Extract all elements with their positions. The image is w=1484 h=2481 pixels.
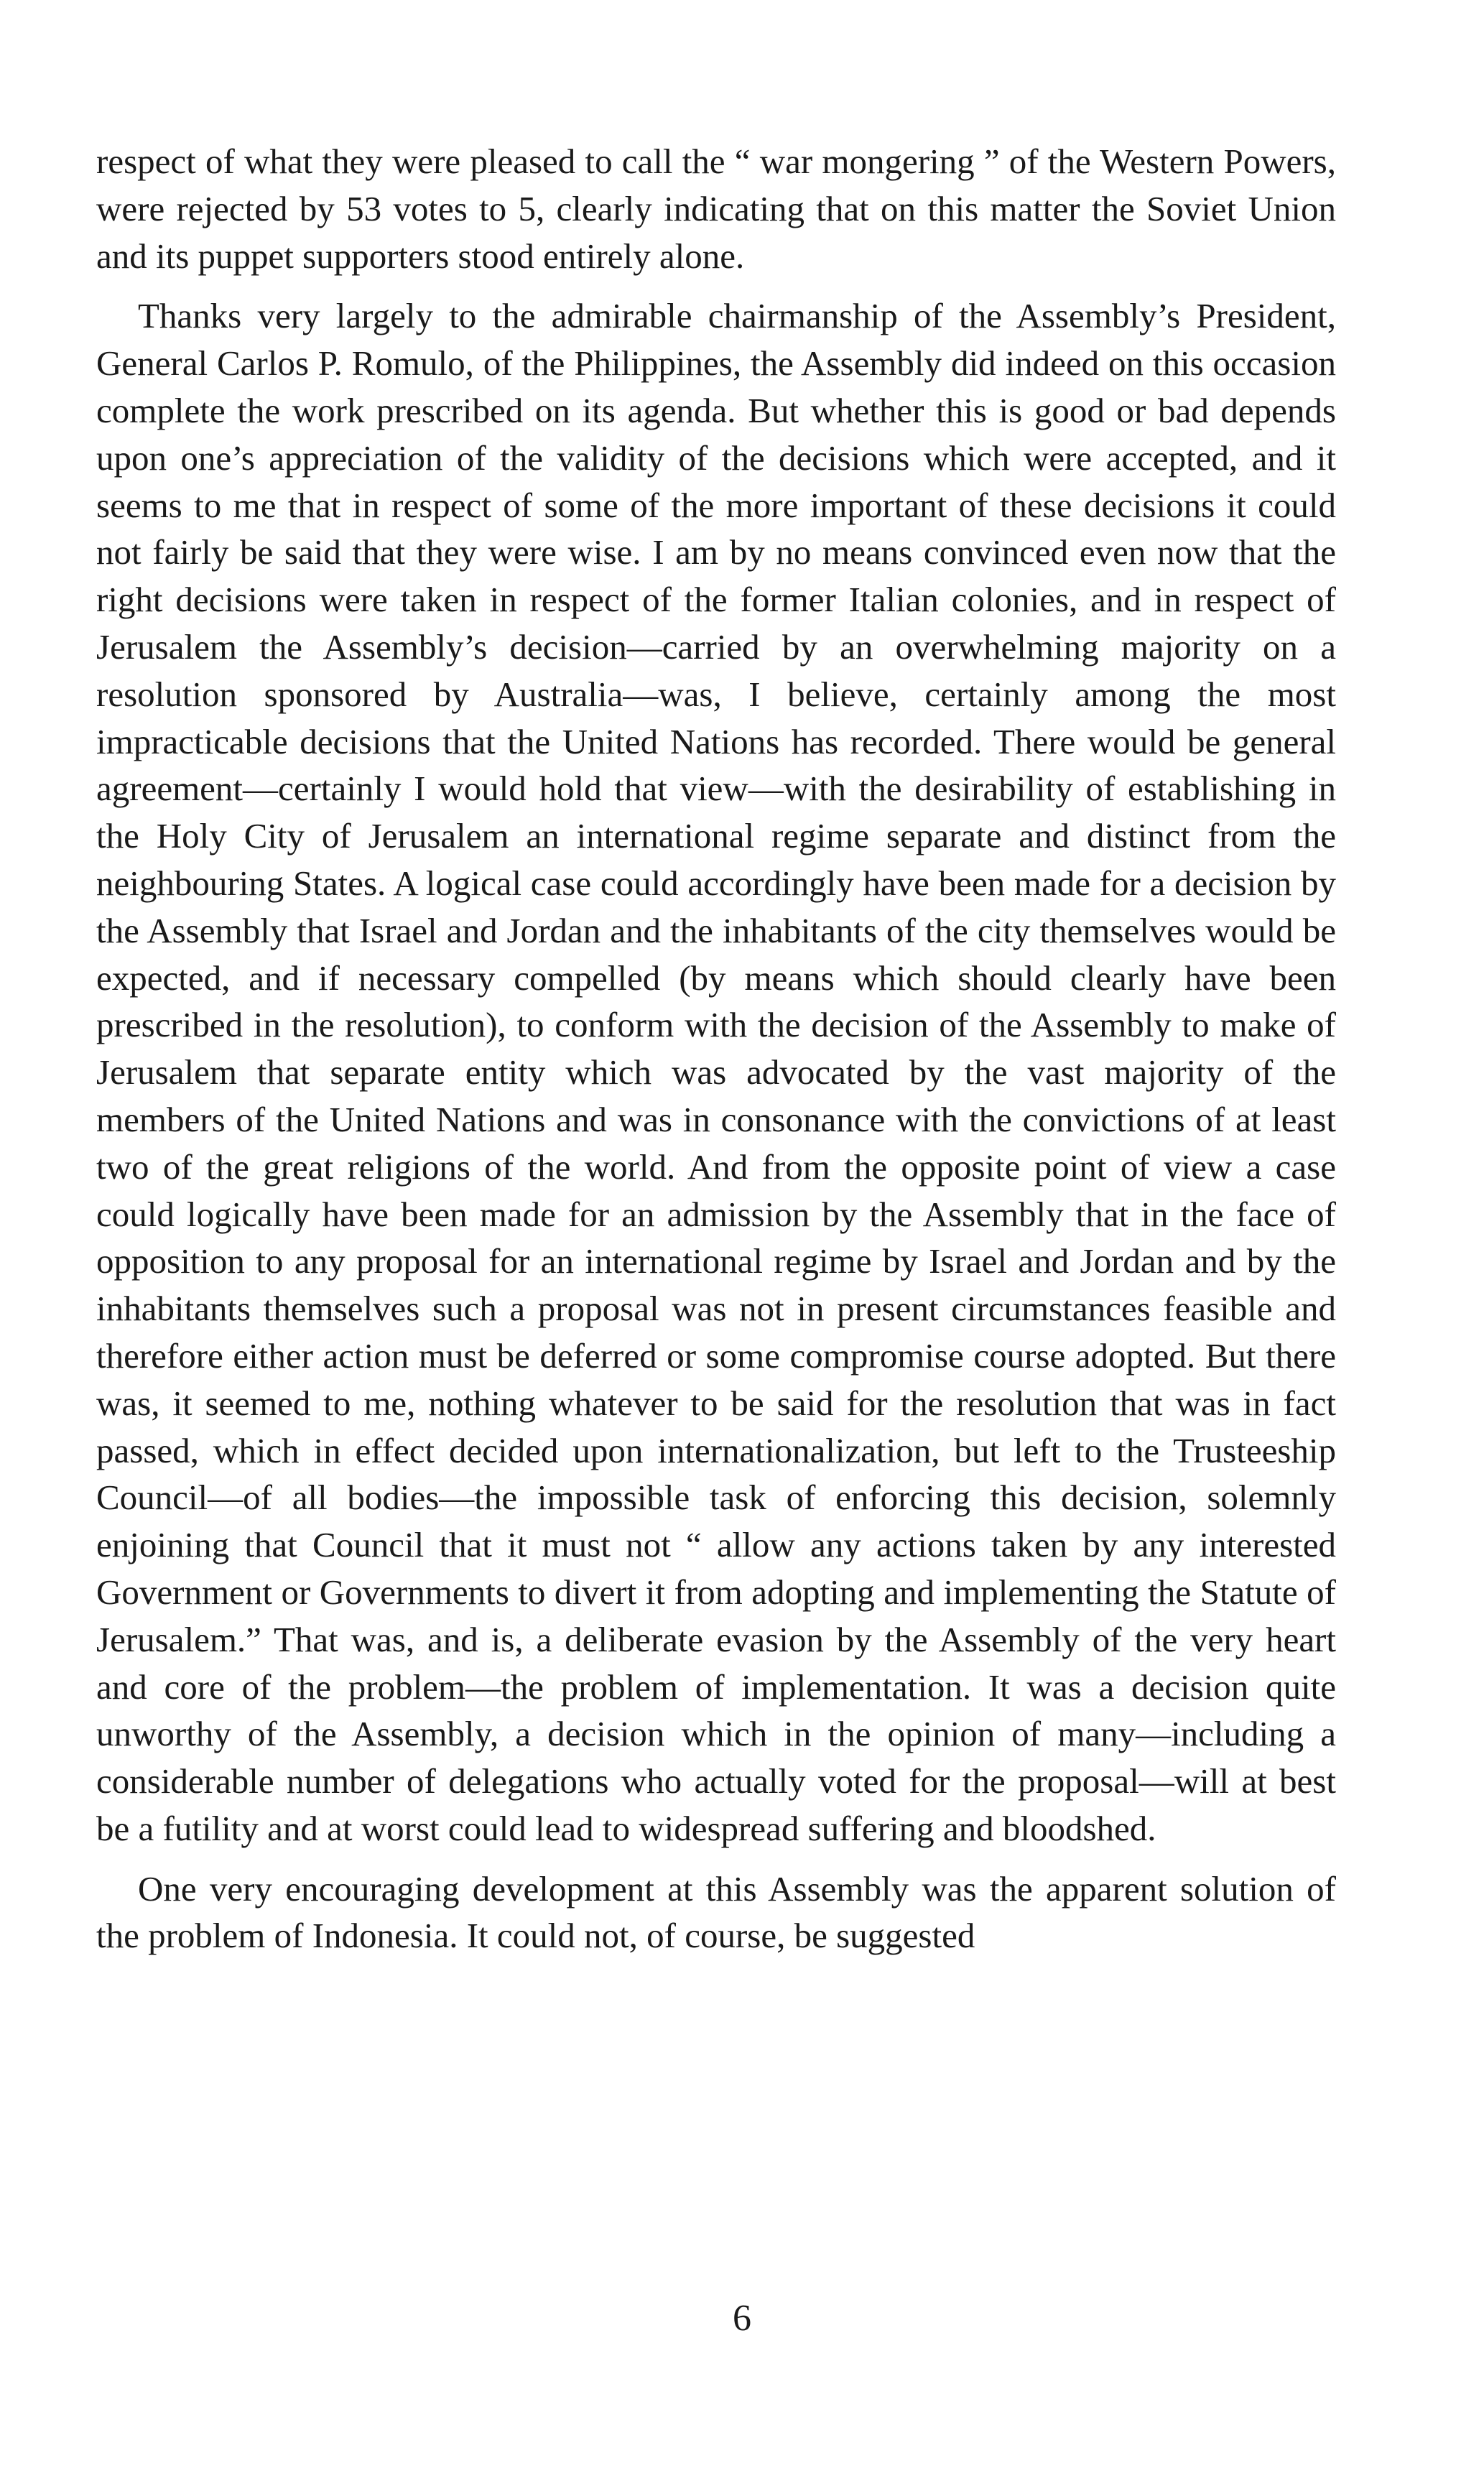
page-number: 6 bbox=[733, 2298, 751, 2339]
paragraph-continuation: respect of what they were pleased to call the “ war mongering ” of the Western Powers, were rejected by 53 votes to 5, clearly indicating that on this matter the Soviet Union and its puppet supporters stood entirely alone. bbox=[96, 142, 1336, 276]
paragraph-indonesia: One very encouraging development at this Assembly was the apparent solution of the problem of Indonesia. It could not, of course, be suggested bbox=[96, 1868, 1336, 1956]
paragraph-jerusalem: Thanks very largely to the admirable chairmanship of the Assembly’s President, General Carlos P. Romulo, of the Philippines, the Assembly did indeed on this occasion complete the work prescribed on its agenda. But whether this is good or bad depends upon one’s appreciation of the validity of the decisions which were accepted, and it seems to me that in respect of some of the more important of these decisions it could not fairly be said that they were wise. I am by no means convinced even now that the right decisions were taken in respect of the former Italian colonies, and in respect of Jerusalem the Assembly’s decision—carried by an overwhelming majority on a resolution sponsored by Australia—was, I believe, certainly among the most impracticable decisions that the United Nations has recorded. There would be general agreement—certainly I would hold that view—with the desirability of establishing in the Holy City of Jerusalem an international regime separate and distinct from the neighbouring States. A logical case could accordingly have been made for a decision by the Assembly that Israel and Jordan and the inhabitants of the city themselves would be expected, and if necessary compelled (by means which should clearly have been prescribed in the resolution), to conform with the decision of the Assembly to make of Jerusalem that separate entity which was advocated by the vast majority of the members of the United Nations and was in consonance with the convictions of at least two of the great religions of the world. And from the opposite point of view a case could logically have been made for an admission by the Assembly that in the face of opposition to any proposal for an international regime by Israel and Jordan and by the inhabitants themselves such a proposal was not in present circumstances feasible and therefore either action must be deferred or some compromise course adopted. But there was, it seemed to me, nothing whatever to be said for the resolution that was in fact passed, which in effect decided upon internationalization, but left to the Trusteeship Council—of all bodies—the impossible task of enforcing this decision, solemnly enjoining that Council that it must not “ allow any actions taken by any interested Government or Governments to divert it from adopting and implementing the Statute of Jerusalem.” That was, and is, a deliberate evasion by the Assembly of the very heart and core of the problem—the problem of implementation. It was a decision quite unworthy of the Assembly, a decision which in the opinion of many—including a considerable number of delegations who actually voted for the proposal—will at best be a futility and at worst could lead to widespread suffering and bloodshed. bbox=[96, 296, 1336, 1848]
body-text bbox=[96, 138, 1336, 1960]
